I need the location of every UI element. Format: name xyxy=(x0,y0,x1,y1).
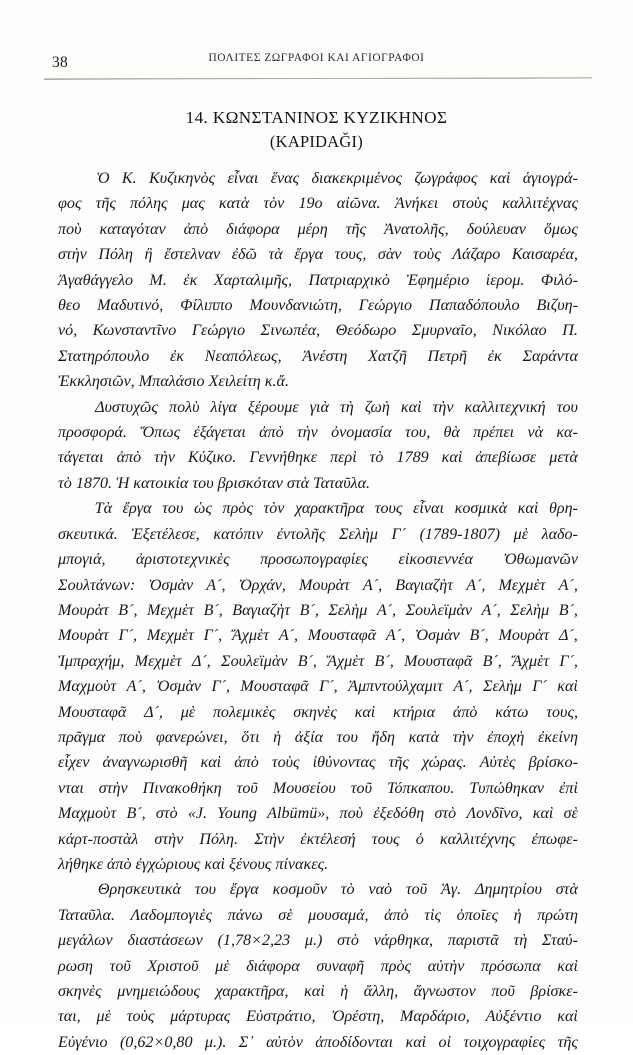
text-line: ται, μὲ τοὺς μάρτυρας Εὐστράτιο, Ὀρέστη, Μαρδάριο, Αὐξέντιο καὶ xyxy=(58,1008,578,1026)
page-header xyxy=(0,52,633,78)
text-line: σκευτικά. Ἐξετέλεσε, κατόπιν ἐντολῆς Σελὴμ Γ´ (1789-1807) μὲ λαδο- xyxy=(58,525,578,543)
text-line: τὸ 1870. Ἡ κατοικία του βρισκόταν στὰ Ταταῦλα. xyxy=(58,474,371,492)
text-line: Ἀγαθάγγελο Μ. ἐκ Χαρταλιμῆς, Πατριαρχικὸ Ἐφημέριο ἱερομ. Φιλό- xyxy=(58,271,578,289)
text-line: Μουσταφᾶ Δ´, μὲ πολεμικὲς σκηνὲς καὶ κτήρια ἀπὸ κάτω τους, xyxy=(58,703,578,721)
text-line: Δυστυχῶς πολὺ λίγα ξέρουμε γιὰ τὴ ζωὴ καὶ τὴν καλλιτεχνική του xyxy=(58,395,578,420)
text-line: Ὁ Κ. Κυζικηνὸς εἶναι ἕνας διακεκριμένος ζωγράφος καὶ ἁγιογρά- xyxy=(58,166,578,191)
section-title-line-1: 14. ΚΩΝΣΤΑΝΙΝΟΣ ΚΥΖΙΚΗΝΟΣ xyxy=(185,108,448,127)
section-title xyxy=(0,106,633,154)
text-line: λήθηκε ἀπὸ ἐγχώριους καὶ ξένους πίνακες. xyxy=(58,855,329,873)
paragraph-indent xyxy=(58,496,84,521)
text-line: εἶχεν ἀναγνωρισθῆ καὶ ἀπὸ τοὺς ἰθύνοντας τῆς χώρας. Αὐτὲς βρίσκο- xyxy=(58,754,578,772)
text-line: κάρτ-ποστὰλ στὴν Πόλη. Στὴν ἐκτέλεσή τους ὁ καλλιτέχνης ἐπωφε- xyxy=(58,830,578,848)
text-line: Τὰ ἔργα του ὡς πρὸς τὸν χαρακτῆρα τους εἶναι κοσμικὰ καὶ θρη- xyxy=(58,496,578,521)
text-line: Μαχμοὺτ Α´, Ὀσμὰν Γ´, Μουσταφᾶ Γ´, Ἀμπντούλχαμιτ Α´, Σελὴμ Γ´ καὶ xyxy=(58,678,578,696)
text-line: Στατηρόπουλο ἐκ Νεαπόλεως, Ἀνέστη Χατζῆ Πετρῆ ἐκ Σαράντα xyxy=(58,347,578,365)
text-line: μεγάλων διαστάσεων (1,78×2,23 μ.) στὸ νάρθηκα, παριστᾶ τὴ Σταύ- xyxy=(58,932,578,950)
paragraph xyxy=(58,166,578,395)
paragraph xyxy=(58,877,578,1055)
text-line: προσφορά. Ὅπως ἐξάγεται ἀπὸ τὴν ὀνομασία του, θὰ πρέπει νὰ κα- xyxy=(58,424,578,442)
paragraph xyxy=(58,395,578,497)
running-head: ΠΟΛΙΤΕΣ ΖΩΓΡΑΦΟΙ ΚΑΙ ΑΓΙΟΓΡΑΦΟΙ xyxy=(208,52,425,64)
text-line: Μαχμοὺτ Β´, στὸ «J. Young Albümü», ποὺ ἐξεδόθη στὸ Λονδῖνο, καὶ σὲ xyxy=(58,805,578,823)
header-divider xyxy=(44,77,592,79)
paragraph xyxy=(58,496,578,877)
page-number: 38 xyxy=(52,54,68,71)
paragraph-indent xyxy=(58,395,84,420)
text-line: νται στὴν Πινακοθήκη τοῦ Μουσείου τοῦ Τόπκαπου. Τυπώθηκαν ἐπὶ xyxy=(58,779,578,797)
text-line: μπογιά, ἀριστοτεχνικὲς προσωπογραφίες εἰκοσιεννέα Ὀθωμανῶν xyxy=(58,551,578,569)
text-line: Θρησκευτικὰ του ἔργα κοσμοῦν τὸ ναὸ τοῦ Ἁγ. Δημητρίου στὰ xyxy=(58,877,578,902)
text-line: στὴν Πόλη ἢ ἔστελναν ἐδῶ τὰ ἔργα τους, σὰν τοὺς Λάζαρο Καισαρέα, xyxy=(58,246,578,264)
text-line: Εὐγένιο (0,62×0,80 μ.). Σ᾽ αὐτὸν ἀποδίδονται καὶ οἱ τοιχογραφίες τῆς xyxy=(58,1033,578,1051)
text-line: ρωση τοῦ Χριστοῦ μὲ διάφορα συναφῆ πρὸς αὐτὴν πρόσωπα καὶ xyxy=(58,957,578,975)
text-line: Ἰμπραχήμ, Μεχμὲτ Δ´, Σουλεϊμὰν Β´, Ἄχμὲτ Β´, Μουσταφᾶ Β´, Ἄχμὲτ Γ´, xyxy=(58,652,578,670)
text-line: Μουρὰτ Γ´, Μεχμὲτ Γ´, Ἄχμὲτ Α´, Μουσταφᾶ Α´, Ὀσμὰν Β´, Μουρὰτ Δ´, xyxy=(58,627,578,645)
text-line: Μουρὰτ Β´, Μεχμὲτ Β´, Βαγιαζὴτ Β´, Σελὴμ Α´, Σουλεϊμὰν Α´, Σελὴμ Β´, xyxy=(58,601,578,619)
paragraph-indent xyxy=(58,877,84,902)
body-text-column xyxy=(58,166,578,1055)
text-line: σκηνὲς μνημειώδους χαρακτῆρα, καὶ ἡ ἄλλη, ἄγνωστον ποῦ βρίσκε- xyxy=(58,983,578,1000)
section-title-subtitle: (ΚΑΡΙDΑĞΙ) xyxy=(269,132,364,151)
text-line: ποὺ καταγόταν ἀπὸ διάφορα μέρη τῆς Ἀνατολῆς, δούλευαν ὅμως xyxy=(58,220,578,238)
text-line: Σουλτάνων: Ὀσμὰν Α´, Ὀρχάν, Μουρὰτ Α´, Βαγιαζὴτ Α´, Μεχμὲτ Α´, xyxy=(58,576,578,594)
text-line: πρᾶγμα ποὺ φανερώνει, ὅτι ἡ ἀξία του ἤδη κατὰ τὴν ἐποχὴ ἐκείνη xyxy=(58,728,578,746)
paragraph-indent xyxy=(58,166,84,191)
text-line: νό, Κωνσταντῖνο Γεώργιο Σινωπέα, Θεόδωρο Σμυρναῖο, Νικόλαο Π. xyxy=(58,322,578,340)
text-line: φος τῆς πόλης μας κατὰ τὸν 19ο αἰῶνα. Ἀνήκει στοὺς καλλιτέχνας xyxy=(58,195,578,213)
text-line: θεο Μαδυτινό, Φίλιππο Μουνδανιώτη, Γεώργιο Παπαδόπουλο Βιζυη- xyxy=(58,297,578,315)
text-line: Ταταῦλα. Λαδομπογιὲς πάνω σὲ μουσαμά, ἀπὸ τὶς ὁποῖες ἡ πρώτη xyxy=(58,906,578,924)
text-line: Ἐκκλησιῶν, Μπαλάσιο Χειλείτη κ.ἄ. xyxy=(58,373,289,391)
text-line: τάγεται ἀπὸ τὴν Κύζικο. Γεννήθηκε περὶ τὸ 1789 καὶ ἀπεβίωσε μετὰ xyxy=(58,449,578,467)
